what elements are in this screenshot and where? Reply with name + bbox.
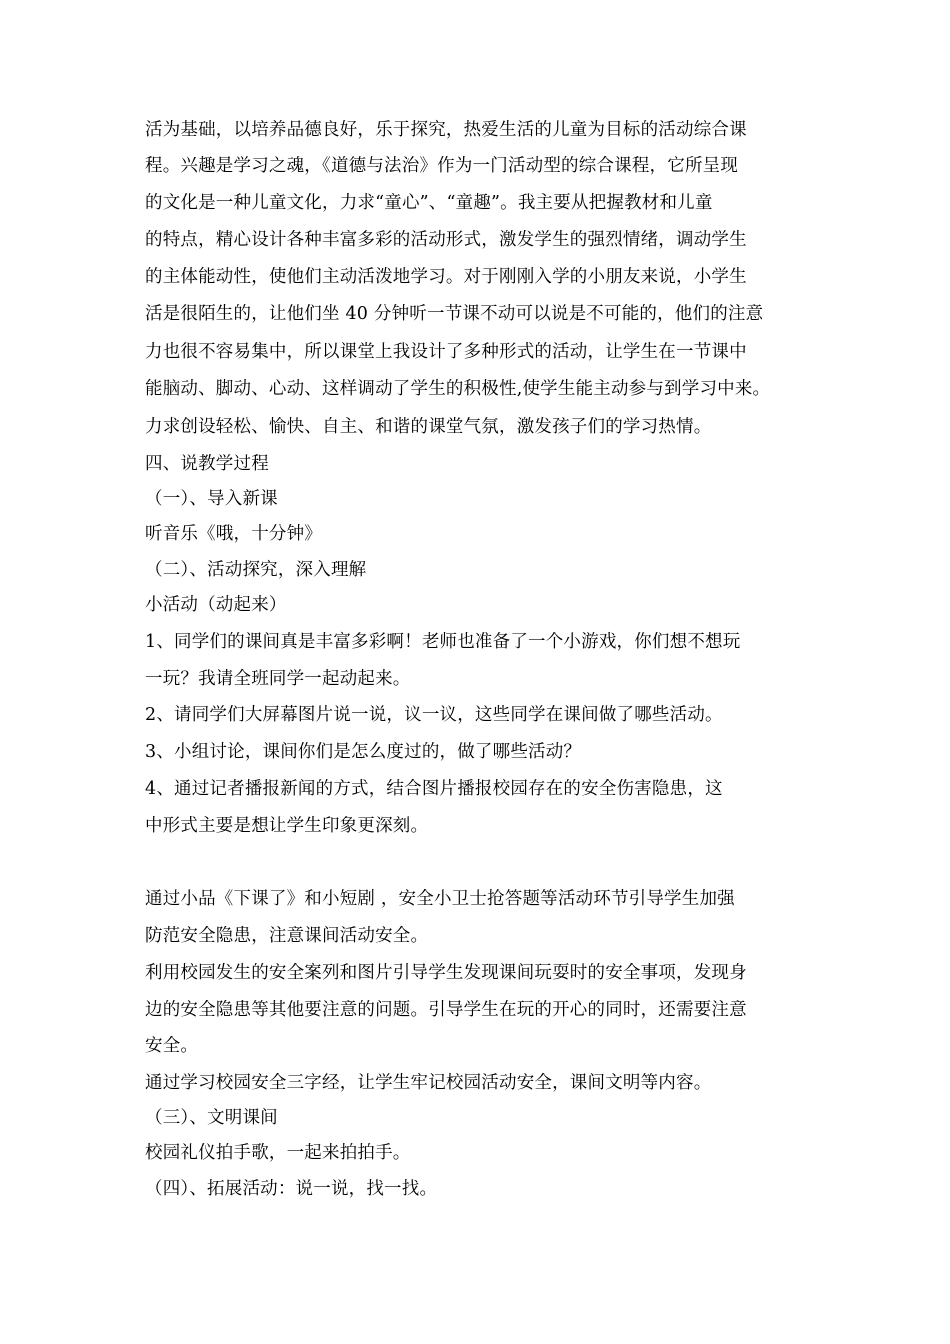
text-line: 的特点，精心设计各种丰富多彩的活动形式，激发学生的强烈情绪，调动学生 [145,230,747,250]
text-line: 安全。 [145,1036,199,1056]
text-line: 通过小品《下课了》和小短剧 ，安全小卫士抢答题等活动环节引导学生加强 [145,889,735,909]
text-line: 中形式主要是想让学生印象更深刻。 [145,816,429,836]
text-line: 防范安全隐患，注意课间活动安全。 [145,926,429,946]
text-line: 力也很不容易集中，所以课堂上我设计了多种形式的活动，让学生在一节课中 [145,342,747,362]
text-line: 利用校园发生的安全案列和图片引导学生发现课间玩耍时的安全事项，发现身 [145,963,747,983]
text-line: 3、小组讨论，课间你们是怎么度过的，做了哪些活动？ [145,742,582,762]
text-line: 能脑动、脚动、心动、这样调动了学生的积极性,使学生能主动参与到学习中来。 [145,379,771,399]
text-line: 活是很陌生的，让他们坐 40 分钟听一节课不动可以说是不可能的，他们的注意 [145,304,764,324]
text-line: 程。兴趣是学习之魂，《道德与法治》作为一门活动型的综合课程，它所呈现 [145,156,739,176]
text-line: 的主体能动性，使他们主动活泼地学习。对于刚刚入学的小朋友来说，小学生 [145,267,747,287]
subsection-heading: （四）、拓展活动：说一说，找一找。 [145,1179,438,1199]
subsection-heading: （二）、活动探究，深入理解 [145,560,367,580]
text-line: 4、通过记者播报新闻的方式，结合图片播报校园存在的安全伤害隐患，这 [145,779,723,799]
text-line: 的文化是一种儿童文化，力求“童心”、“童趣”。我主要从把握教材和儿童 [145,193,713,213]
subsection-heading: （一）、导入新课 [145,489,278,509]
text-line: 边的安全隐患等其他要注意的问题。引导学生在玩的开心的同时，还需要注意 [145,1000,747,1020]
text-line: 一玩？我请全班同学一起动起来。 [145,669,411,689]
text-line: 2、请同学们大屏幕图片说一说，议一议，这些同学在课间做了哪些活动。 [145,705,723,725]
text-line: 力求创设轻松、愉快、自主、和谐的课堂气氛，激发孩子们的学习热情。 [145,417,712,437]
text-line: 小活动（动起来） [145,595,287,615]
section-heading: 四、说教学过程 [145,454,269,474]
text-line: 活为基础，以培养品德良好，乐于探究，热爱生活的儿童为目标的活动综合课 [145,120,747,140]
text-line: 听音乐《哦，十分钟》 [145,524,322,544]
text-line: 通过学习校园安全三字经，让学生牢记校园活动安全，课间文明等内容。 [145,1073,712,1093]
text-line: 校园礼仪拍手歌，一起来拍拍手。 [145,1143,411,1163]
subsection-heading: （三）、文明课间 [145,1108,278,1128]
text-line: 1、同学们的课间真是丰富多彩啊！老师也准备了一个小游戏，你们想不想玩 [145,632,741,652]
